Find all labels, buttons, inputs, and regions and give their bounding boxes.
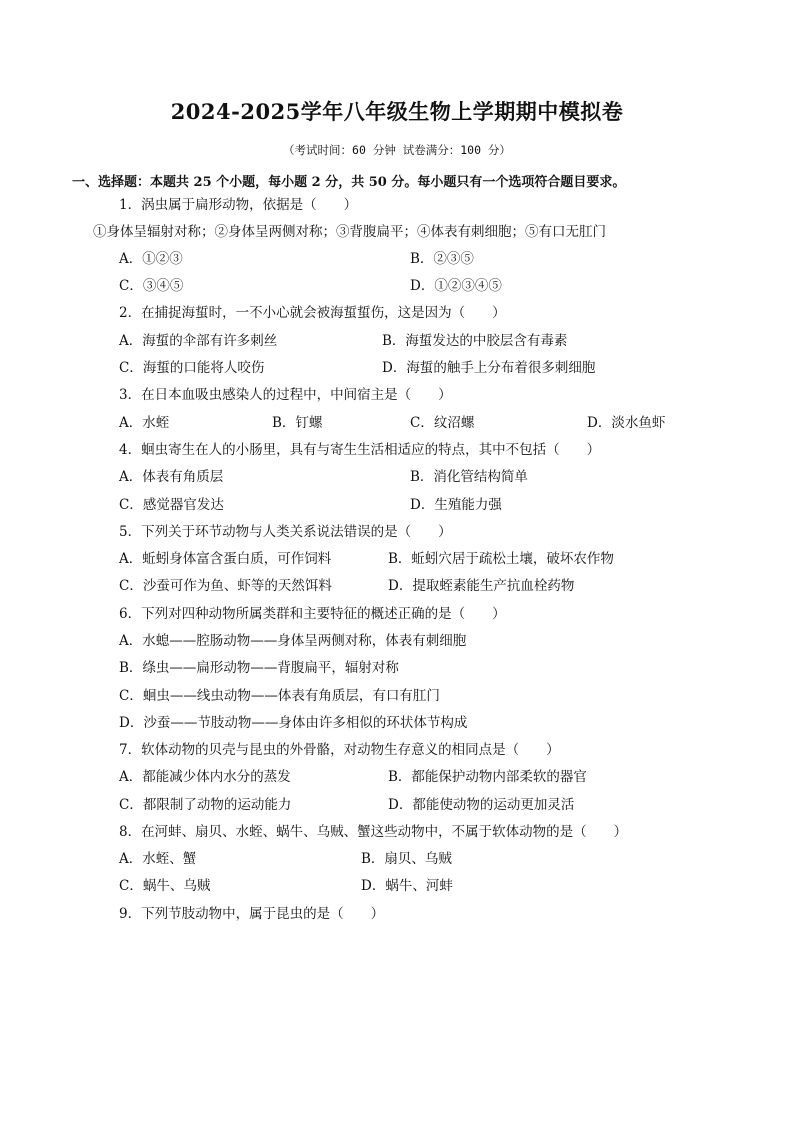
question-8-stem: 8．在河蚌、扇贝、水蛭、蜗牛、乌贼、蟹这些动物中，不属于软体动物的是（ ） bbox=[119, 824, 628, 840]
question-6-option-a: A．水螅——腔肠动物——身体呈两侧对称，体表有刺细胞 bbox=[119, 633, 467, 649]
question-1-option-a: A．①②③ bbox=[119, 251, 183, 267]
question-3-option-d: D．淡水鱼虾 bbox=[587, 415, 666, 431]
question-4-option-a: A．体表有角质层 bbox=[119, 469, 224, 485]
question-7-option-a: A．都能减少体内水分的蒸发 bbox=[119, 769, 291, 785]
question-2-option-d: D．海蜇的触手上分布着很多刺细胞 bbox=[382, 360, 596, 376]
section-heading: 一、选择题：本题共 25 个小题，每小题 2 分，共 50 分。每小题只有一个选项符合题目要求。 bbox=[72, 175, 626, 190]
question-3-stem: 3．在日本血吸虫感染人的过程中，中间宿主是（ ） bbox=[119, 387, 452, 403]
question-4-option-b: B．消化管结构简单 bbox=[410, 469, 528, 485]
question-8-option-b: B．扇贝、乌贼 bbox=[361, 851, 452, 867]
question-5-option-b: B．蚯蚓穴居于疏松土壤，破坏农作物 bbox=[388, 551, 614, 567]
question-1-option-b: B．②③⑤ bbox=[410, 251, 474, 267]
question-8-option-a: A．水蛭、蟹 bbox=[119, 851, 197, 867]
question-7-option-d: D．都能使动物的运动更加灵活 bbox=[388, 797, 575, 813]
question-7-option-c: C．都限制了动物的运动能力 bbox=[119, 797, 292, 813]
question-1-stem: 1．涡虫属于扁形动物，依据是（ ） bbox=[119, 197, 358, 213]
question-3-option-a: A．水蛭 bbox=[119, 415, 170, 431]
question-9-stem: 9．下列节肢动物中，属于昆虫的是（ ） bbox=[119, 906, 385, 922]
question-8-option-d: D．蜗牛、河蚌 bbox=[361, 878, 453, 894]
question-1-option-c: C．③④⑤ bbox=[119, 278, 184, 294]
question-4-stem: 4．蛔虫寄生在人的小肠里，具有与寄生生活相适应的特点，其中不包括（ ） bbox=[119, 442, 601, 458]
question-4-option-d: D．生殖能力强 bbox=[410, 497, 502, 513]
question-3-option-c: C．纹沼螺 bbox=[410, 415, 475, 431]
question-5-stem: 5．下列关于环节动物与人类关系说法错误的是（ ） bbox=[119, 524, 452, 540]
question-7-stem: 7．软体动物的贝壳与昆虫的外骨骼，对动物生存意义的相同点是（ ） bbox=[119, 742, 560, 758]
question-2-stem: 2．在捕捉海蜇时，一不小心就会被海蜇蜇伤，这是因为（ ） bbox=[119, 305, 506, 321]
question-2-option-b: B．海蜇发达的中胶层含有毒素 bbox=[382, 333, 568, 349]
question-3-option-b: B．钉螺 bbox=[272, 415, 323, 431]
question-6-option-d: D．沙蚕——节肢动物——身体由许多相似的环状体节构成 bbox=[119, 715, 468, 731]
question-6-option-b: B．绦虫——扁形动物——背腹扁平，辐射对称 bbox=[119, 660, 399, 676]
question-6-option-c: C．蛔虫——线虫动物——体表有角质层，有口有肛门 bbox=[119, 688, 440, 704]
question-2-option-a: A．海蜇的伞部有许多刺丝 bbox=[119, 333, 278, 349]
question-6-stem: 6．下列对四种动物所属类群和主要特征的概述正确的是（ ） bbox=[119, 606, 506, 622]
question-1-option-d: D．①②③④⑤ bbox=[410, 278, 502, 294]
question-1-statements: ①身体呈辐射对称；②身体呈两侧对称；③背腹扁平；④体表有刺细胞；⑤有口无肛门 bbox=[93, 224, 606, 240]
exam-info: （考试时间：60 分钟 试卷满分：100 分） bbox=[283, 143, 511, 157]
question-5-option-d: D．提取蛭素能生产抗血栓药物 bbox=[388, 578, 575, 594]
question-5-option-c: C．沙蚕可作为鱼、虾等的天然饵料 bbox=[119, 578, 332, 594]
question-5-option-a: A．蚯蚓身体富含蛋白质，可作饲料 bbox=[119, 551, 332, 567]
question-4-option-c: C．感觉器官发达 bbox=[119, 497, 224, 513]
page-title: 2024-2025学年八年级生物上学期期中模拟卷 bbox=[170, 99, 624, 124]
question-8-option-c: C．蜗牛、乌贼 bbox=[119, 878, 211, 894]
question-2-option-c: C．海蜇的口能将人咬伤 bbox=[119, 360, 265, 376]
question-7-option-b: B．都能保护动物内部柔软的器官 bbox=[388, 769, 587, 785]
